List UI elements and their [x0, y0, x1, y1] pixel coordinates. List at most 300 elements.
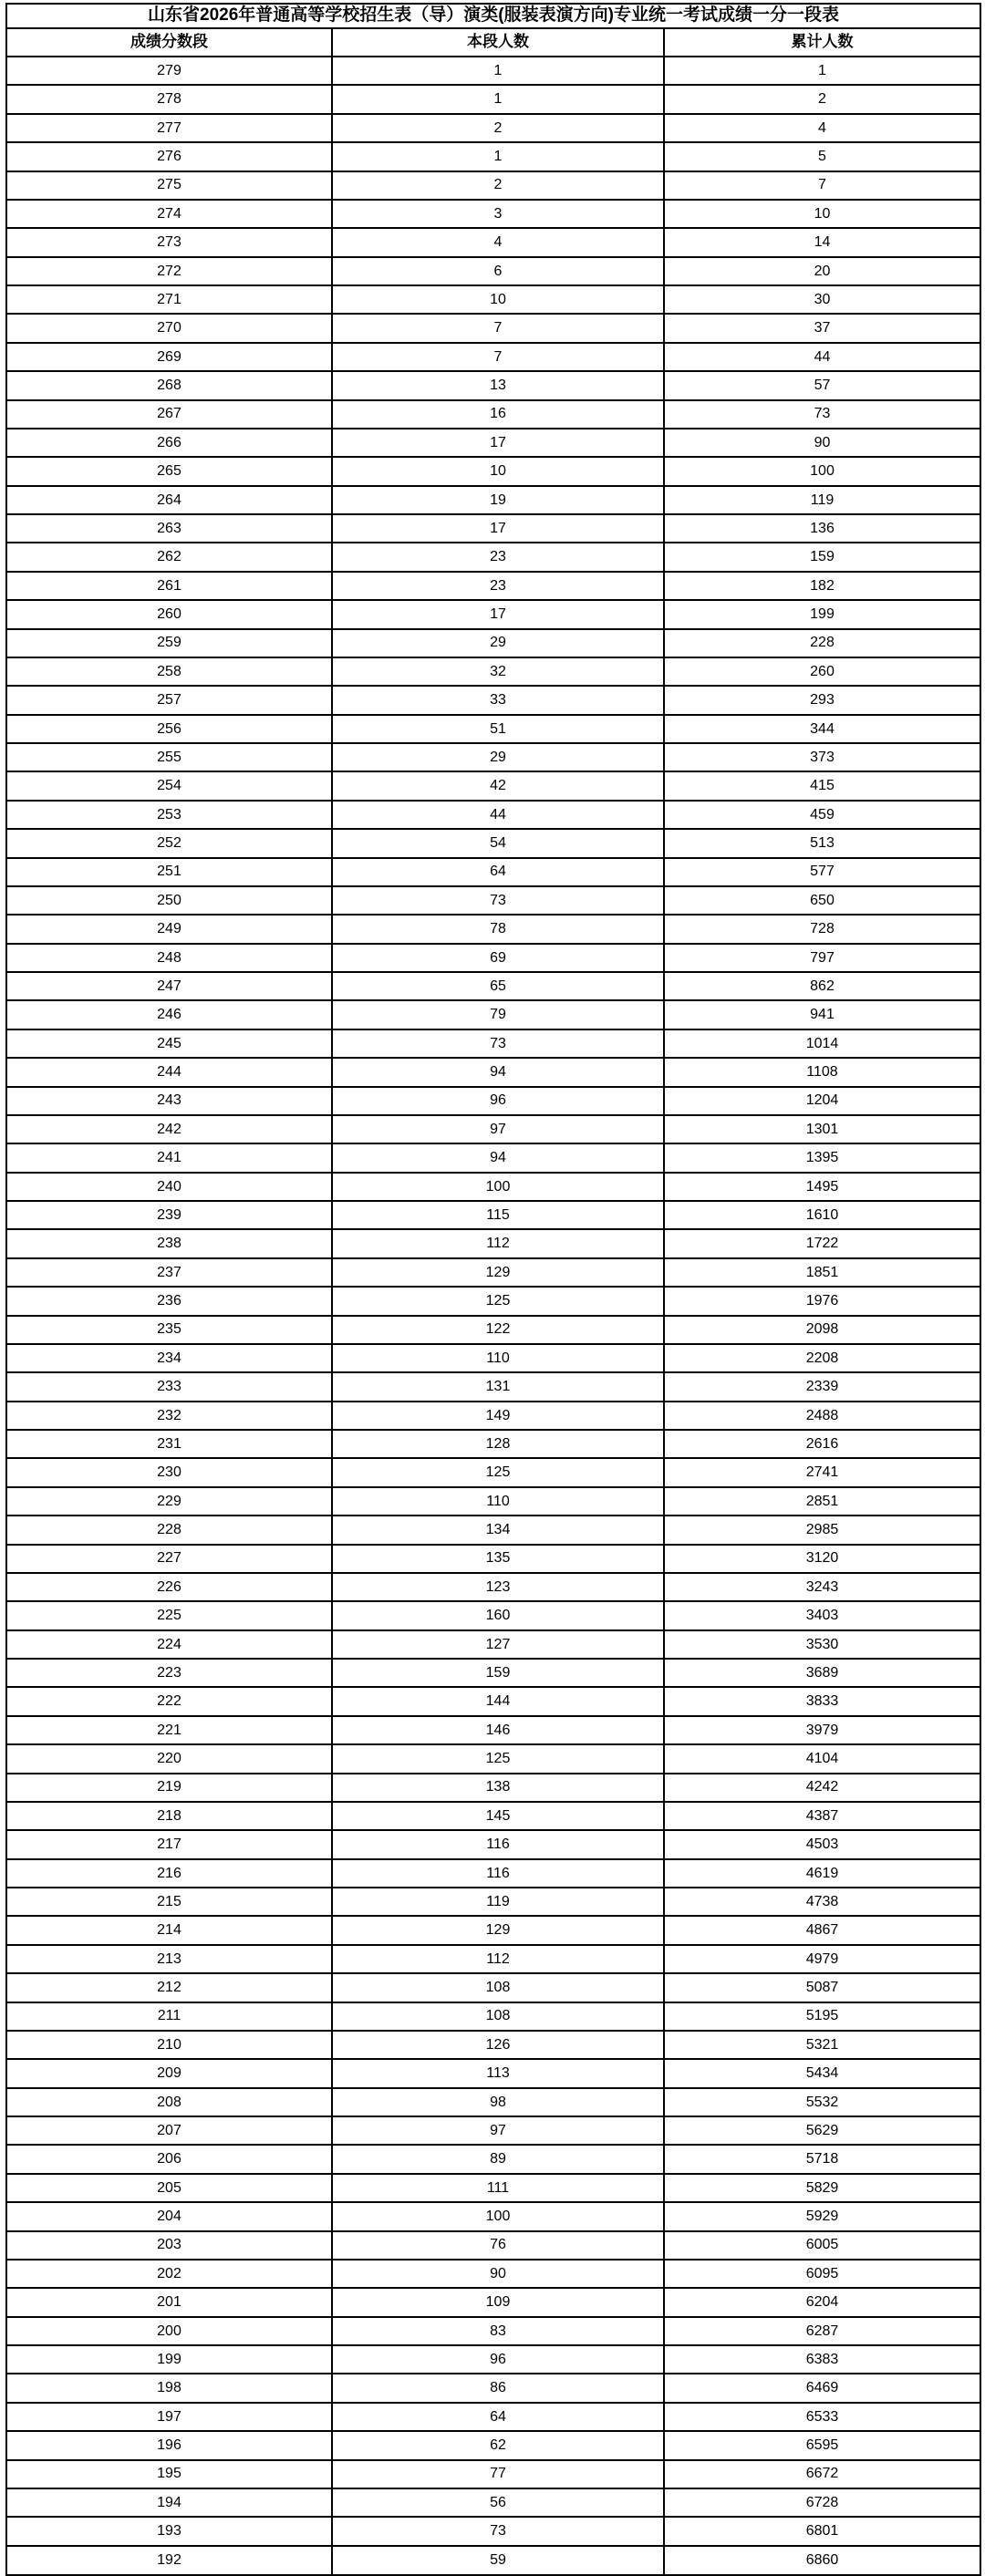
- title-row: [6, 4, 980, 28]
- table-row: [6, 257, 980, 285]
- segment-count-cell: 83: [332, 2317, 664, 2345]
- segment-count-cell: 1: [332, 142, 664, 171]
- table-row: [6, 114, 980, 142]
- score-segment-cell: 193: [6, 2517, 332, 2545]
- cumulative-count-cell: 4503: [664, 1830, 980, 1858]
- cumulative-count-cell: 415: [664, 771, 980, 800]
- table-row: [6, 2288, 980, 2316]
- segment-count-cell: 110: [332, 1487, 664, 1516]
- table-row: [6, 2345, 980, 2374]
- score-segment-cell: 240: [6, 1173, 332, 1201]
- table-row: [6, 858, 980, 886]
- table-row: [6, 572, 980, 600]
- segment-count-cell: 54: [332, 829, 664, 857]
- table-row: [6, 1143, 980, 1172]
- cumulative-count-cell: 2098: [664, 1316, 980, 1344]
- cumulative-count-cell: 459: [664, 801, 980, 829]
- score-segment-cell: 227: [6, 1545, 332, 1573]
- segment-count-cell: 116: [332, 1830, 664, 1858]
- score-segment-cell: 242: [6, 1115, 332, 1143]
- cumulative-count-cell: 260: [664, 657, 980, 686]
- cumulative-count-cell: 1976: [664, 1287, 980, 1315]
- table-row: [6, 2202, 980, 2230]
- table-row: [6, 314, 980, 342]
- cumulative-count-cell: 5321: [664, 2031, 980, 2059]
- table-row: [6, 1601, 980, 1629]
- score-segment-cell: 267: [6, 400, 332, 429]
- table-row: [6, 1029, 980, 1058]
- column-header-score-segment: 成绩分数段: [6, 28, 332, 57]
- score-segment-cell: 258: [6, 657, 332, 686]
- table-row: [6, 1430, 980, 1458]
- cumulative-count-cell: 10: [664, 200, 980, 228]
- score-segment-cell: 260: [6, 600, 332, 628]
- table-row: [6, 771, 980, 800]
- table-row: [6, 1287, 980, 1315]
- cumulative-count-cell: 5: [664, 142, 980, 171]
- segment-count-cell: 138: [332, 1774, 664, 1802]
- cumulative-count-cell: 1014: [664, 1029, 980, 1058]
- score-segment-cell: 205: [6, 2174, 332, 2202]
- cumulative-count-cell: 37: [664, 314, 980, 342]
- table-row: [6, 629, 980, 657]
- cumulative-count-cell: 5718: [664, 2145, 980, 2173]
- segment-count-cell: 129: [332, 1916, 664, 1944]
- score-segment-cell: 214: [6, 1916, 332, 1944]
- cumulative-count-cell: 228: [664, 629, 980, 657]
- score-segment-cell: 224: [6, 1630, 332, 1659]
- cumulative-count-cell: 2616: [664, 1430, 980, 1458]
- table-row: [6, 2059, 980, 2087]
- score-segment-cell: 279: [6, 57, 332, 85]
- table-row: [6, 2546, 980, 2575]
- score-segment-cell: 232: [6, 1402, 332, 1430]
- table-row: [6, 972, 980, 1000]
- segment-count-cell: 110: [332, 1344, 664, 1372]
- cumulative-count-cell: 5195: [664, 2002, 980, 2031]
- score-segment-cell: 212: [6, 1973, 332, 2002]
- score-segment-cell: 221: [6, 1716, 332, 1744]
- score-segment-cell: 201: [6, 2288, 332, 2316]
- cumulative-count-cell: 4619: [664, 1859, 980, 1888]
- table-row: [6, 886, 980, 915]
- cumulative-count-cell: 5087: [664, 1973, 980, 2002]
- table-row: [6, 2460, 980, 2488]
- cumulative-count-cell: 1722: [664, 1229, 980, 1257]
- cumulative-count-cell: 5929: [664, 2202, 980, 2230]
- cumulative-count-cell: 30: [664, 285, 980, 314]
- cumulative-count-cell: 2: [664, 85, 980, 113]
- cumulative-count-cell: 7: [664, 171, 980, 200]
- score-segment-cell: 213: [6, 1945, 332, 1973]
- table-row: [6, 715, 980, 743]
- table-row: [6, 2088, 980, 2116]
- score-segment-cell: 245: [6, 1029, 332, 1058]
- segment-count-cell: 122: [332, 1316, 664, 1344]
- table-row: [6, 1372, 980, 1401]
- cumulative-count-cell: 6287: [664, 2317, 980, 2345]
- segment-count-cell: 149: [332, 1402, 664, 1430]
- table-row: [6, 1687, 980, 1715]
- cumulative-count-cell: 344: [664, 715, 980, 743]
- score-segment-cell: 265: [6, 457, 332, 485]
- table-row: [6, 1487, 980, 1516]
- segment-count-cell: 119: [332, 1888, 664, 1916]
- segment-count-cell: 23: [332, 543, 664, 571]
- table-row: [6, 1888, 980, 1916]
- table-row: [6, 1774, 980, 1802]
- table-row: [6, 915, 980, 943]
- segment-count-cell: 96: [332, 1087, 664, 1115]
- table-row: [6, 1945, 980, 1973]
- segment-count-cell: 159: [332, 1659, 664, 1687]
- cumulative-count-cell: 1: [664, 57, 980, 85]
- score-segment-cell: 273: [6, 228, 332, 256]
- table-row: [6, 2174, 980, 2202]
- cumulative-count-cell: 577: [664, 858, 980, 886]
- column-header-cumulative-count: 累计人数: [664, 28, 980, 57]
- score-segment-cell: 272: [6, 257, 332, 285]
- score-segment-cell: 253: [6, 801, 332, 829]
- table-row: [6, 801, 980, 829]
- table-row: [6, 1087, 980, 1115]
- cumulative-count-cell: 4738: [664, 1888, 980, 1916]
- segment-count-cell: 17: [332, 600, 664, 628]
- score-segment-cell: 215: [6, 1888, 332, 1916]
- cumulative-count-cell: 20: [664, 257, 980, 285]
- table-row: [6, 2374, 980, 2402]
- score-segment-cell: 204: [6, 2202, 332, 2230]
- segment-count-cell: 16: [332, 400, 664, 429]
- cumulative-count-cell: 3833: [664, 1687, 980, 1715]
- segment-count-cell: 90: [332, 2260, 664, 2288]
- score-segment-cell: 211: [6, 2002, 332, 2031]
- score-segment-cell: 266: [6, 429, 332, 457]
- segment-count-cell: 131: [332, 1372, 664, 1401]
- score-segment-cell: 261: [6, 572, 332, 600]
- segment-count-cell: 116: [332, 1859, 664, 1888]
- cumulative-count-cell: 797: [664, 944, 980, 972]
- segment-count-cell: 62: [332, 2431, 664, 2459]
- segment-count-cell: 111: [332, 2174, 664, 2202]
- score-segment-cell: 276: [6, 142, 332, 171]
- segment-count-cell: 10: [332, 285, 664, 314]
- table-row: [6, 543, 980, 571]
- segment-count-cell: 100: [332, 2202, 664, 2230]
- segment-count-cell: 125: [332, 1287, 664, 1315]
- segment-count-cell: 2: [332, 114, 664, 142]
- cumulative-count-cell: 199: [664, 600, 980, 628]
- table-row: [6, 1229, 980, 1257]
- segment-count-cell: 3: [332, 200, 664, 228]
- segment-count-cell: 51: [332, 715, 664, 743]
- table-row: [6, 1630, 980, 1659]
- segment-count-cell: 65: [332, 972, 664, 1000]
- cumulative-count-cell: 6204: [664, 2288, 980, 2316]
- score-segment-cell: 220: [6, 1744, 332, 1773]
- segment-count-cell: 29: [332, 743, 664, 771]
- table-row: [6, 2031, 980, 2059]
- table-row: [6, 1115, 980, 1143]
- table-row: [6, 2231, 980, 2260]
- segment-count-cell: 44: [332, 801, 664, 829]
- segment-count-cell: 73: [332, 2517, 664, 2545]
- cumulative-count-cell: 100: [664, 457, 980, 485]
- table-row: [6, 1859, 980, 1888]
- segment-count-cell: 125: [332, 1744, 664, 1773]
- cumulative-count-cell: 1301: [664, 1115, 980, 1143]
- cumulative-count-cell: 57: [664, 371, 980, 399]
- segment-count-cell: 112: [332, 1945, 664, 1973]
- table-row: [6, 200, 980, 228]
- cumulative-count-cell: 1610: [664, 1201, 980, 1229]
- score-segment-cell: 243: [6, 1087, 332, 1115]
- cumulative-count-cell: 4979: [664, 1945, 980, 1973]
- score-segment-cell: 203: [6, 2231, 332, 2260]
- table-row: [6, 1402, 980, 1430]
- score-segment-cell: 268: [6, 371, 332, 399]
- segment-count-cell: 94: [332, 1143, 664, 1172]
- table-row: [6, 1802, 980, 1830]
- segment-count-cell: 69: [332, 944, 664, 972]
- segment-count-cell: 59: [332, 2546, 664, 2575]
- score-segment-cell: 238: [6, 1229, 332, 1257]
- score-segment-cell: 269: [6, 343, 332, 371]
- cumulative-count-cell: 1108: [664, 1058, 980, 1086]
- segment-count-cell: 42: [332, 771, 664, 800]
- table-row: [6, 285, 980, 314]
- table-row: [6, 743, 980, 771]
- segment-count-cell: 144: [332, 1687, 664, 1715]
- table-row: [6, 2488, 980, 2517]
- cumulative-count-cell: 159: [664, 543, 980, 571]
- table-row: [6, 1173, 980, 1201]
- segment-count-cell: 19: [332, 486, 664, 514]
- score-segment-cell: 251: [6, 858, 332, 886]
- score-segment-cell: 274: [6, 200, 332, 228]
- cumulative-count-cell: 6469: [664, 2374, 980, 2402]
- segment-count-cell: 64: [332, 858, 664, 886]
- cumulative-count-cell: 119: [664, 486, 980, 514]
- score-segment-cell: 198: [6, 2374, 332, 2402]
- table-row: [6, 657, 980, 686]
- score-segment-cell: 247: [6, 972, 332, 1000]
- score-segment-cell: 256: [6, 715, 332, 743]
- segment-count-cell: 123: [332, 1573, 664, 1601]
- score-segment-cell: 219: [6, 1774, 332, 1802]
- segment-count-cell: 23: [332, 572, 664, 600]
- segment-count-cell: 97: [332, 2116, 664, 2145]
- segment-count-cell: 115: [332, 1201, 664, 1229]
- segment-count-cell: 86: [332, 2374, 664, 2402]
- table-row: [6, 1973, 980, 2002]
- segment-count-cell: 7: [332, 343, 664, 371]
- cumulative-count-cell: 6383: [664, 2345, 980, 2374]
- cumulative-count-cell: 2488: [664, 1402, 980, 1430]
- score-segment-cell: 228: [6, 1516, 332, 1544]
- segment-count-cell: 4: [332, 228, 664, 256]
- cumulative-count-cell: 5629: [664, 2116, 980, 2145]
- segment-count-cell: 6: [332, 257, 664, 285]
- table-row: [6, 1344, 980, 1372]
- cumulative-count-cell: 6005: [664, 2231, 980, 2260]
- table-row: [6, 1830, 980, 1858]
- segment-count-cell: 134: [332, 1516, 664, 1544]
- table-row: [6, 1058, 980, 1086]
- score-segment-cell: 192: [6, 2546, 332, 2575]
- cumulative-count-cell: 6533: [664, 2403, 980, 2431]
- segment-count-cell: 100: [332, 1173, 664, 1201]
- cumulative-count-cell: 3530: [664, 1630, 980, 1659]
- segment-count-cell: 78: [332, 915, 664, 943]
- cumulative-count-cell: 1395: [664, 1143, 980, 1172]
- score-segment-cell: 254: [6, 771, 332, 800]
- cumulative-count-cell: 862: [664, 972, 980, 1000]
- cumulative-count-cell: 2851: [664, 1487, 980, 1516]
- segment-count-cell: 112: [332, 1229, 664, 1257]
- table-row: [6, 457, 980, 485]
- cumulative-count-cell: 3243: [664, 1573, 980, 1601]
- table-row: [6, 1573, 980, 1601]
- score-segment-cell: 255: [6, 743, 332, 771]
- score-segment-cell: 234: [6, 1344, 332, 1372]
- score-segment-cell: 252: [6, 829, 332, 857]
- cumulative-count-cell: 3979: [664, 1716, 980, 1744]
- table-row: [6, 371, 980, 399]
- score-segment-cell: 194: [6, 2488, 332, 2517]
- segment-count-cell: 56: [332, 2488, 664, 2517]
- segment-count-cell: 2: [332, 171, 664, 200]
- segment-count-cell: 77: [332, 2460, 664, 2488]
- segment-count-cell: 96: [332, 2345, 664, 2374]
- segment-count-cell: 33: [332, 686, 664, 714]
- score-segment-cell: 218: [6, 1802, 332, 1830]
- cumulative-count-cell: 5434: [664, 2059, 980, 2087]
- cumulative-count-cell: 2741: [664, 1458, 980, 1486]
- segment-count-cell: 145: [332, 1802, 664, 1830]
- score-segment-cell: 200: [6, 2317, 332, 2345]
- segment-count-cell: 135: [332, 1545, 664, 1573]
- cumulative-count-cell: 73: [664, 400, 980, 429]
- table-row: [6, 228, 980, 256]
- table-row: [6, 944, 980, 972]
- score-segment-cell: 237: [6, 1258, 332, 1287]
- cumulative-count-cell: 4242: [664, 1774, 980, 1802]
- segment-count-cell: 108: [332, 2002, 664, 2031]
- cumulative-count-cell: 90: [664, 429, 980, 457]
- segment-count-cell: 129: [332, 1258, 664, 1287]
- score-segment-cell: 223: [6, 1659, 332, 1687]
- score-segment-cell: 248: [6, 944, 332, 972]
- cumulative-count-cell: 4387: [664, 1802, 980, 1830]
- score-segment-cell: 263: [6, 514, 332, 543]
- score-segment-cell: 207: [6, 2116, 332, 2145]
- score-distribution-table: [5, 3, 981, 2576]
- segment-count-cell: 73: [332, 886, 664, 915]
- table-row: [6, 85, 980, 113]
- segment-count-cell: 17: [332, 514, 664, 543]
- table-row: [6, 1000, 980, 1029]
- table-row: [6, 1516, 980, 1544]
- cumulative-count-cell: 941: [664, 1000, 980, 1029]
- score-segment-cell: 239: [6, 1201, 332, 1229]
- score-segment-cell: 277: [6, 114, 332, 142]
- table-row: [6, 1659, 980, 1687]
- segment-count-cell: 108: [332, 1973, 664, 2002]
- cumulative-count-cell: 1851: [664, 1258, 980, 1287]
- table-row: [6, 829, 980, 857]
- score-segment-cell: 270: [6, 314, 332, 342]
- table-row: [6, 2517, 980, 2545]
- segment-count-cell: 13: [332, 371, 664, 399]
- cumulative-count-cell: 182: [664, 572, 980, 600]
- score-segment-cell: 233: [6, 1372, 332, 1401]
- score-segment-cell: 199: [6, 2345, 332, 2374]
- segment-count-cell: 160: [332, 1601, 664, 1629]
- cumulative-count-cell: 5532: [664, 2088, 980, 2116]
- segment-count-cell: 94: [332, 1058, 664, 1086]
- cumulative-count-cell: 4: [664, 114, 980, 142]
- table-title: 山东省2026年普通高等学校招生表（导）演类(服装表演方向)专业统一考试成绩一分一段表: [6, 4, 980, 28]
- cumulative-count-cell: 6595: [664, 2431, 980, 2459]
- score-segment-cell: 278: [6, 85, 332, 113]
- cumulative-count-cell: 4867: [664, 1916, 980, 1944]
- cumulative-count-cell: 1495: [664, 1173, 980, 1201]
- table-row: [6, 1545, 980, 1573]
- table-row: [6, 2002, 980, 2031]
- table-row: [6, 429, 980, 457]
- cumulative-count-cell: 728: [664, 915, 980, 943]
- cumulative-count-cell: 293: [664, 686, 980, 714]
- score-segment-cell: 196: [6, 2431, 332, 2459]
- cumulative-count-cell: 3689: [664, 1659, 980, 1687]
- cumulative-count-cell: 2208: [664, 1344, 980, 1372]
- table-row: [6, 2403, 980, 2431]
- cumulative-count-cell: 3403: [664, 1601, 980, 1629]
- score-segment-cell: 259: [6, 629, 332, 657]
- cumulative-count-cell: 6860: [664, 2546, 980, 2575]
- score-segment-cell: 195: [6, 2460, 332, 2488]
- segment-count-cell: 97: [332, 1115, 664, 1143]
- segment-count-cell: 1: [332, 85, 664, 113]
- cumulative-count-cell: 2339: [664, 1372, 980, 1401]
- cumulative-count-cell: 2985: [664, 1516, 980, 1544]
- score-segment-cell: 225: [6, 1601, 332, 1629]
- table-row: [6, 1316, 980, 1344]
- table-row: [6, 1716, 980, 1744]
- table-row: [6, 686, 980, 714]
- score-segment-cell: 202: [6, 2260, 332, 2288]
- segment-count-cell: 7: [332, 314, 664, 342]
- score-segment-cell: 206: [6, 2145, 332, 2173]
- score-segment-cell: 226: [6, 1573, 332, 1601]
- cumulative-count-cell: 4104: [664, 1744, 980, 1773]
- segment-count-cell: 73: [332, 1029, 664, 1058]
- table-row: [6, 1458, 980, 1486]
- score-segment-cell: 264: [6, 486, 332, 514]
- cumulative-count-cell: 6728: [664, 2488, 980, 2517]
- segment-count-cell: 126: [332, 2031, 664, 2059]
- table-row: [6, 2116, 980, 2145]
- cumulative-count-cell: 6095: [664, 2260, 980, 2288]
- table-row: [6, 1916, 980, 1944]
- table-row: [6, 486, 980, 514]
- score-segment-cell: 271: [6, 285, 332, 314]
- cumulative-count-cell: 650: [664, 886, 980, 915]
- score-segment-cell: 250: [6, 886, 332, 915]
- score-segment-cell: 275: [6, 171, 332, 200]
- score-segment-cell: 257: [6, 686, 332, 714]
